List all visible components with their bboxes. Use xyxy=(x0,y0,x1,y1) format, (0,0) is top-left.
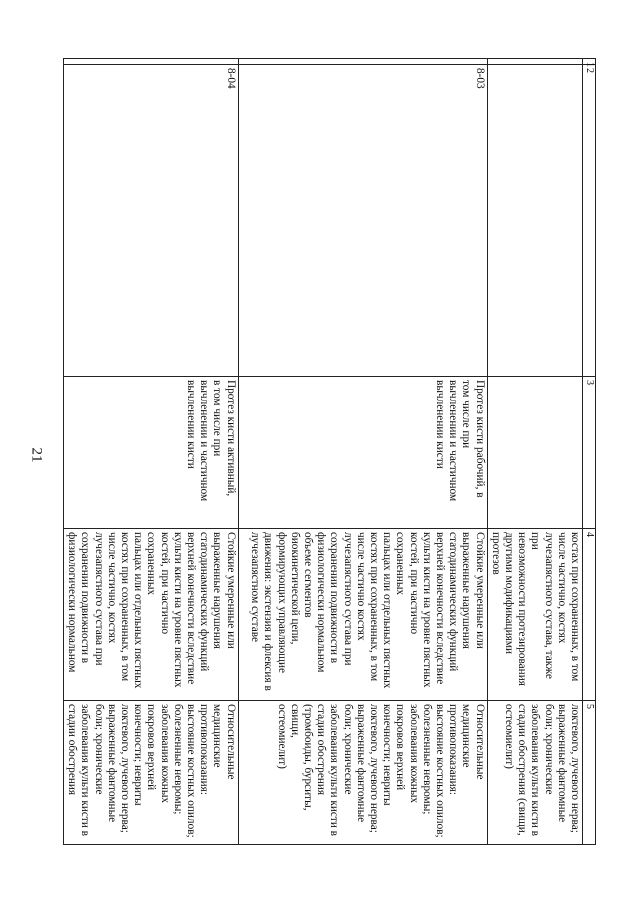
item-name: Протез кисти активный, в том числе при вычленении и частичном вычленении кисти xyxy=(63,377,238,529)
prosthesis-table xyxy=(63,58,596,845)
column-number: 3 xyxy=(583,377,596,529)
table-sheet xyxy=(66,58,596,844)
item-contraindications: Относительные медицинские противопоказания: выстояние костных опилов; болезненные невромы; заболевания кожных покровов верхней конечности; невриты локтевого, лучевого нерва; выраженные фантомные боли; хронические заболевания культи кисти в стадии обострения xyxy=(63,701,238,845)
item-code: 8-04 xyxy=(63,65,238,377)
table-row xyxy=(238,59,487,845)
indications-continuation: костах при сохраненных, в том числе частично, костях лучезапястного сустава, также при невозможности протезирования другими модификациями протезов xyxy=(487,529,582,701)
empty-cell xyxy=(487,377,582,529)
contraindications-continuation: локтевого, лучевого нерва; выраженные фантомные боли; хронические заболевания культи кисти в стадии обострения (свищи, остеомиелит) xyxy=(487,701,582,845)
column-numbers-row xyxy=(583,59,596,845)
item-code: 8-03 xyxy=(238,65,487,377)
item-contraindications: Относительные медицинские противопоказания: выстояние костных опилов; болезненные невромы; заболевания кожных покровов верхней конечности; невриты локтевого, лучевого нерва; выраженные фантомные боли; хронические заболевания культи кисти в стадии обострения (тромбоиды, бурситы, свищи, остеомиелит) xyxy=(238,701,487,845)
item-indications: Стойкие умеренные или выраженные нарушения статодинамических функций верхней конечности вследствие культи кисти на уровне пястных костей, при частично сохраненных пальцах или отдельных пястных костях при сохраненных, в том числе частично костях лучезапястного сустава при сохранении подвижности в физиологически нормальном объеме сегментов биокинетической цепи, формирующих управляющие движения: экстензия и флексия в лучезапястном суставе xyxy=(238,529,487,701)
item-indications: Стойкие умеренные или выраженные нарушения статодинамических функций верхней конечности вследствие культи кисти на уровне пястных костей, при частично сохраненных пальцах или отдельных пястных костях при сохраненных, в том числе частично, костях лучезапястного сустава при сохранении подвижности в физиологически нормальном xyxy=(63,529,238,701)
table-row xyxy=(63,59,238,845)
continuation-row xyxy=(487,59,582,845)
item-name: Протез кисти рабочий, в том числе при вычленении и частичном вычленении кисти xyxy=(238,377,487,529)
empty-cell xyxy=(487,65,582,377)
column-number: 4 xyxy=(583,529,596,701)
column-number: 1 xyxy=(583,59,596,65)
column-number: 2 xyxy=(583,65,596,377)
page-number: 21 xyxy=(28,447,45,463)
column-number: 5 xyxy=(583,701,596,845)
